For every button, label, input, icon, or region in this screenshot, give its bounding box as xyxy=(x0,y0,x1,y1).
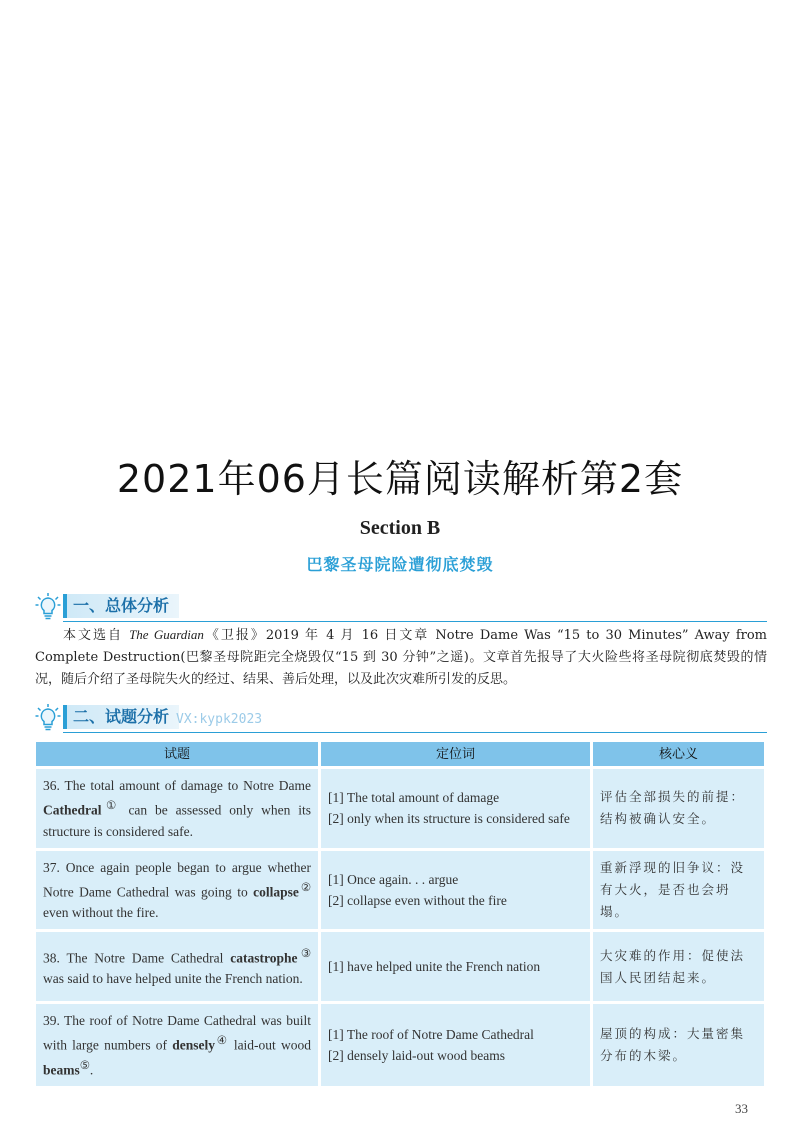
meaning-cell: 屋顶的构成：大量密集分布的木梁。 xyxy=(593,1004,764,1086)
watermark-text: VX:kypk2023 xyxy=(176,712,263,727)
section2-rule xyxy=(63,732,767,733)
table-row xyxy=(36,851,764,930)
meaning-cell: 重新浮现的旧争议：没有大火，是否也会坍塌。 xyxy=(593,851,764,930)
overview-paragraph xyxy=(35,624,767,691)
question-cell: 36. The total amount of damage to Notre Dame Cathedral① can be assessed only when its structure is considered safe. xyxy=(36,769,318,848)
page-number: 33 xyxy=(735,1101,748,1116)
section-title: Section B xyxy=(359,517,441,539)
section2-header xyxy=(33,703,767,733)
table-row xyxy=(36,932,764,1001)
question-cell: 38. The Notre Dame Cathedral catastrophe③ was said to have helped unite the French nation. xyxy=(36,932,318,1001)
keyword-cell: [1] Once again. . . argue [2] collapse even without the fire xyxy=(321,851,590,930)
question-analysis-table xyxy=(33,739,767,1089)
meaning-cell: 大灾难的作用：促使法国人民团结起来。 xyxy=(593,932,764,1001)
section1-rule xyxy=(63,621,767,622)
section1-header xyxy=(33,592,767,622)
table-header-row xyxy=(36,742,764,766)
lightbulb-icon xyxy=(35,703,61,731)
question-cell: 37. Once again people began to argue whether Notre Dame Cathedral was going to collapse② even without the fire. xyxy=(36,851,318,930)
keyword-cell: [1] have helped unite the French nation xyxy=(321,932,590,1001)
keyword-cell: [1] The roof of Notre Dame Cathedral [2] densely laid-out wood beams xyxy=(321,1004,590,1086)
column-header: 核心义 xyxy=(593,742,764,766)
table-row xyxy=(36,1004,764,1086)
meaning-cell: 评估全部损失的前提：结构被确认安全。 xyxy=(593,769,764,848)
column-header: 定位词 xyxy=(321,742,590,766)
overview-text: 《卫报》2019 年 4 月 16 日文章 Notre Dame Was “15 to 30 Minutes” Away from Complete Destruction(巴黎圣母院距完全烧毁仅“15 到 30 分钟”之遥)。文章首先报导了大火险些将圣母院彻底焚毁的情况，随后介绍了圣母院失火的经过、结果、善后处理，以及此次灾难所引发的反思。 xyxy=(35,628,767,687)
lightbulb-icon xyxy=(35,592,61,620)
page-title: 2021年06月长篇阅读解析第2套 xyxy=(116,457,684,501)
section1-heading: 一、总体分析 xyxy=(63,594,179,618)
column-header: 试题 xyxy=(36,742,318,766)
section2-heading: 二、试题分析 xyxy=(63,705,179,729)
overview-source: The Guardian xyxy=(129,627,204,642)
keyword-cell: [1] The total amount of damage [2] only when its structure is considered safe xyxy=(321,769,590,848)
article-subtitle: 巴黎圣母院险遭彻底焚毁 xyxy=(306,555,494,574)
table-row xyxy=(36,769,764,848)
question-cell: 39. The roof of Notre Dame Cathedral was built with large numbers of densely④ laid-out wood beams⑤. xyxy=(36,1004,318,1086)
overview-text-pre: 本文选自 xyxy=(63,628,130,643)
